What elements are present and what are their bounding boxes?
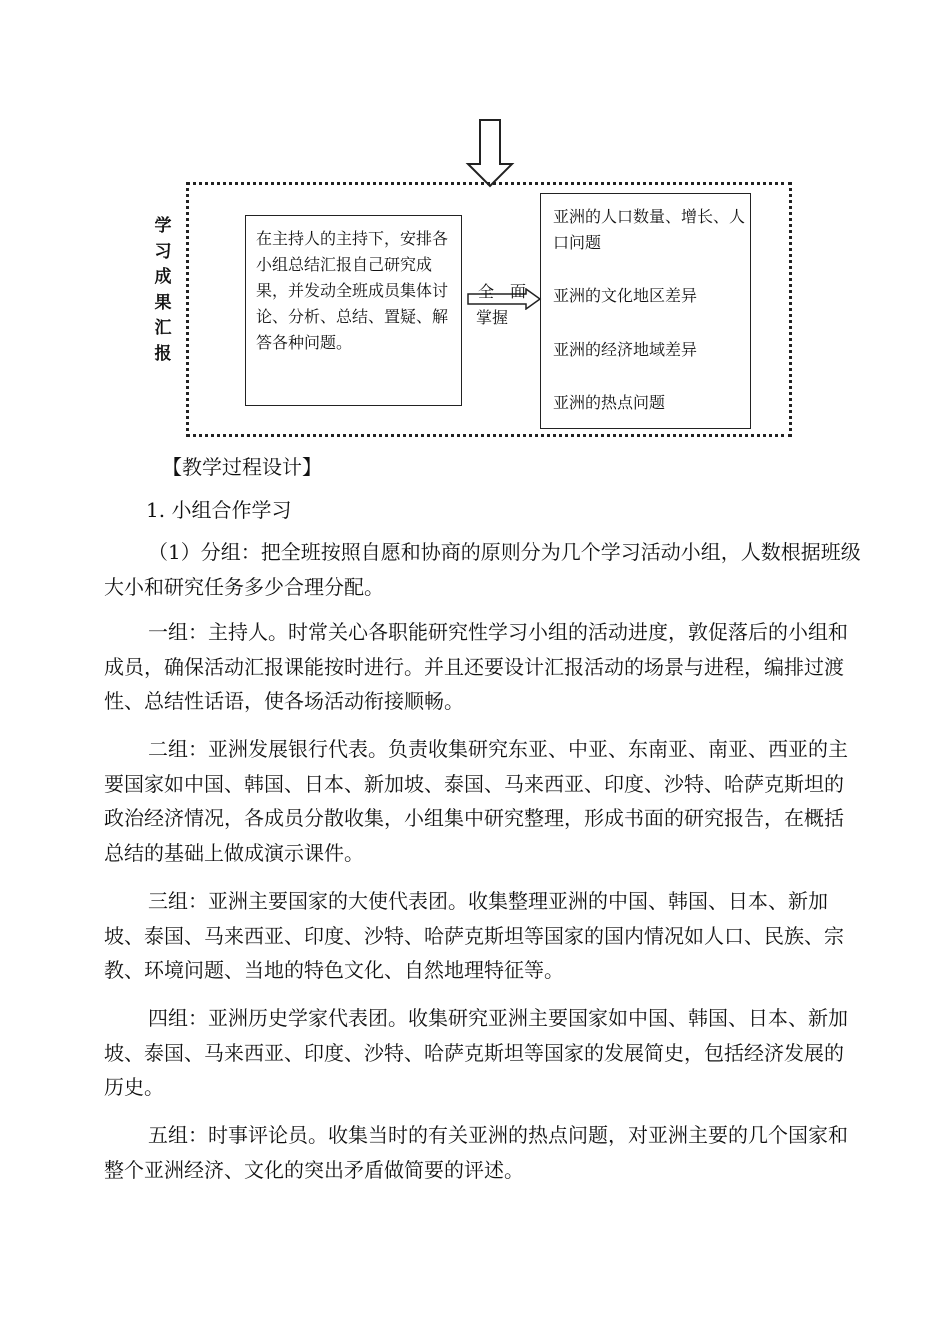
topic-item: 亚洲的文化地区差异 — [553, 286, 698, 305]
side-label-char: 成 — [154, 267, 172, 288]
flow-diagram — [0, 0, 950, 450]
side-label-char: 报 — [154, 343, 172, 364]
topic-item: 亚洲的人口数量、增长、人口问题 — [553, 207, 746, 252]
side-label-char: 汇 — [154, 318, 172, 339]
paragraph: 二组：亚洲发展银行代表。负责收集研究东亚、中亚、东南亚、南亚、西亚的主要国家如中国、韩国、日本、新加坡、泰国、马来西亚、印度、沙特、哈萨克斯坦的政治经济情况，各成员分散收集，小组集中研究整理，形成书面的研究报告，在概括总结的基础上做成演示课件。 — [104, 737, 848, 865]
arrow-label-bottom: 掌握 — [476, 308, 509, 327]
side-label — [150, 214, 176, 368]
topic-item: 亚洲的热点问题 — [553, 393, 666, 412]
arrow-label-top: 全 面 — [478, 282, 527, 301]
side-label-char: 学 — [154, 216, 172, 236]
subtitle: 1. 小组合作学习 — [146, 498, 292, 522]
paragraph: 一组：主持人。时常关心各职能研究性学习小组的活动进度，敦促落后的小组和成员，确保活动汇报课能按时进行。并且还要设计汇报活动的场景与进程，编排过渡性、总结性话语，使各场活动衔接顺畅。 — [104, 620, 848, 713]
paragraph: 五组：时事评论员。收集当时的有关亚洲的热点问题，对亚洲主要的几个国家和整个亚洲经济、文化的突出矛盾做简要的评述。 — [104, 1123, 848, 1182]
topics-box — [540, 193, 751, 429]
section-title: 【教学过程设计】 — [162, 455, 322, 479]
down-arrow-icon — [464, 118, 516, 190]
topic-item: 亚洲的经济地域差异 — [553, 340, 698, 359]
paragraph: 三组：亚洲主要国家的大使代表团。收集整理亚洲的中国、韩国、日本、新加坡、泰国、马来西亚、印度、沙特、哈萨克斯坦等国家的国内情况如人口、民族、宗教、环境问题、当地的特色文化、自然地理特征等。 — [104, 889, 844, 982]
side-label-char: 果 — [154, 292, 172, 313]
host-box: 在主持人的主持下，安排各小组总结汇报自己研究成果，并发动全班成员集体讨论、分析、总结、置疑、解答各种问题。 — [245, 215, 462, 406]
paragraph: 四组：亚洲历史学家代表团。收集研究亚洲主要国家如中国、韩国、日本、新加坡、泰国、马来西亚、印度、沙特、哈萨克斯坦等国家的发展简史，包括经济发展的历史。 — [104, 1006, 848, 1099]
side-label-char: 习 — [154, 241, 172, 262]
paragraph: （1）分组：把全班按照自愿和协商的原则分为几个学习活动小组，人数根据班级大小和研究任务多少合理分配。 — [104, 540, 861, 599]
